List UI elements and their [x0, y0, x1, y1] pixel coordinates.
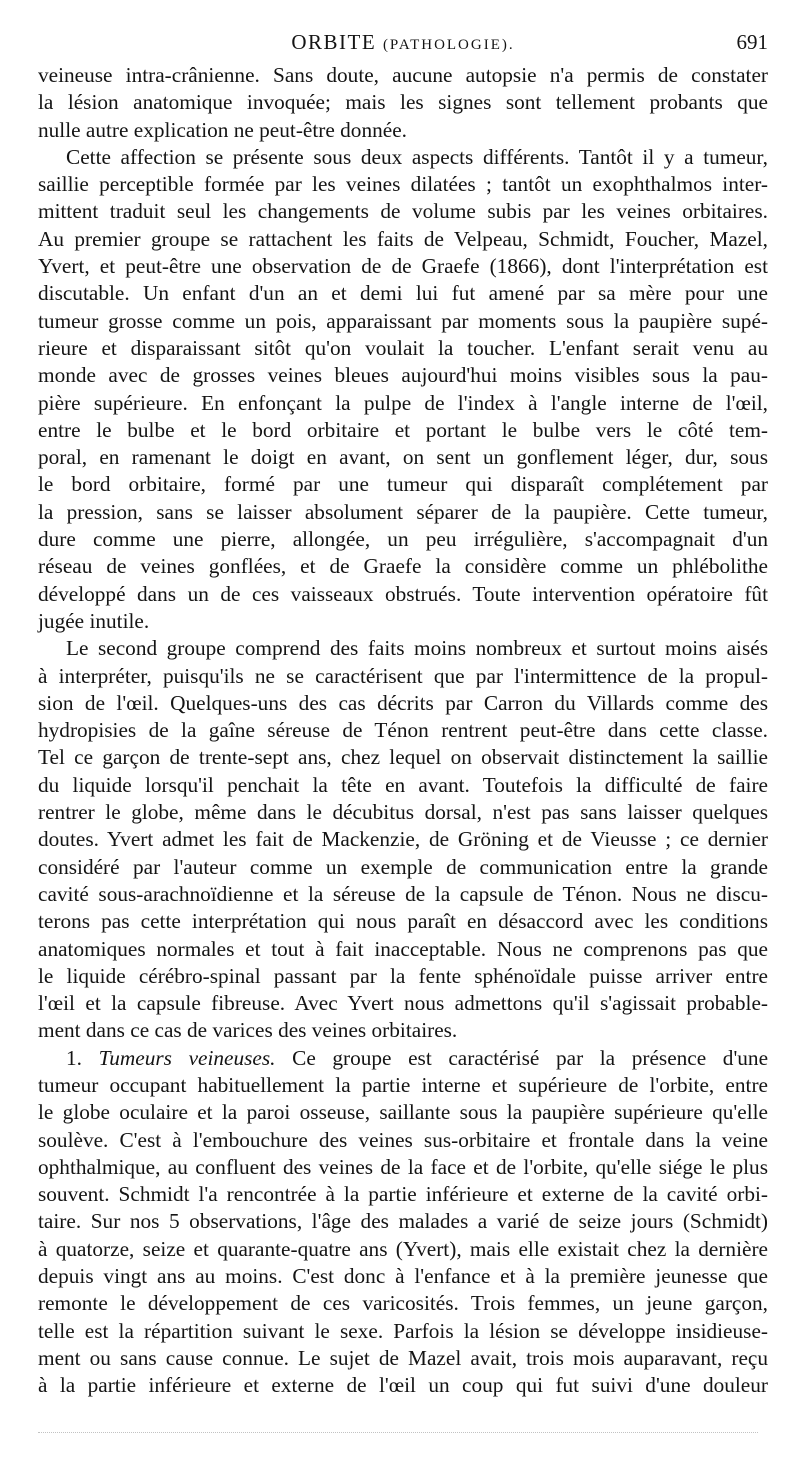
text-line: telle est la répartition suivant le sexe. Parfois la lésion se développe insidieuse-	[38, 1318, 768, 1343]
section-first-line	[66, 1045, 768, 1072]
text-line: souvent. Schmidt l'a rencontrée à la partie inférieure et externe de la cavité orbi-	[38, 1182, 768, 1207]
running-title-sub: (PATHOLOGIE).	[382, 37, 515, 53]
text-line: depuis vingt ans au moins. C'est donc à l'enfance et à la première jeunesse que	[38, 1264, 768, 1289]
text-line: remonte le développement de ces varicosités. Trois femmes, un jeune garçon,	[38, 1291, 768, 1316]
running-title-main: ORBITE	[291, 30, 377, 54]
text-line: discutable. Un enfant d'un an et demi lui fut amené par sa mère pour une	[38, 281, 768, 306]
text-line: poral, en ramenant le doigt en avant, on sent un gonflement léger, dur, sous	[38, 445, 768, 470]
text-line: doutes. Yvert admet les fait de Mackenzie, de Gröning et de Vieusse ; ce dernier	[38, 827, 768, 852]
text-line: le liquide cérébro-spinal passant par la fente sphénoïdale puisse arriver entre	[38, 963, 768, 988]
text-line: ment ou sans cause connue. Le sujet de Mazel avait, trois mois auparavant, reçu	[38, 1345, 768, 1370]
text-line: rentrer le globe, même dans le décubitus dorsal, n'est pas sans laisser quelques	[38, 800, 768, 825]
text-line: tumeur grosse comme un pois, apparaissant par moments sous la paupière supé-	[38, 308, 768, 333]
text-line: à la partie inférieure et externe de l'œil un coup qui fut suivi d'une douleur	[38, 1373, 768, 1398]
footer-divider	[38, 1432, 758, 1433]
section-title: Tumeurs veineuses.	[98, 1045, 276, 1070]
body-text	[38, 62, 768, 1400]
section-number: 1.	[66, 1045, 82, 1070]
paragraph-1	[38, 62, 768, 144]
page-number: 691	[736, 30, 768, 54]
text-line: la pression, sans se laisser absolument séparer de la paupière. Cette tumeur,	[38, 499, 768, 524]
text-line: mittent traduit seul les changements de volume subis par les veines orbitaires.	[38, 199, 768, 224]
text-line: considéré par l'auteur comme un exemple de communication entre la grande	[38, 854, 768, 879]
text-line: Tel ce garçon de trente-sept ans, chez lequel on observait distinctement la saillie	[38, 745, 768, 770]
text-line: dure comme une pierre, allongée, un peu irrégulière, s'accompagnait d'un	[38, 527, 768, 552]
paragraph-2	[38, 144, 768, 171]
text-line: soulève. C'est à l'embouchure des veines sus-orbitaire et frontale dans la veine	[38, 1127, 768, 1152]
text-line: la lésion anatomique invoquée; mais les signes sont tellement probants que	[38, 90, 768, 115]
text-line: à quatorze, seize et quarante-quatre ans (Yvert), mais elle existait chez la dernière	[38, 1236, 768, 1261]
text-line: Le second groupe comprend des faits moins nombreux et surtout moins aisés	[66, 636, 768, 661]
text-line: à interpréter, puisqu'ils ne se caractérisent que par l'intermittence de la propul-	[38, 663, 768, 688]
text-line: ment dans ce cas de varices des veines orbitaires.	[38, 1018, 458, 1043]
text-line: le globe oculaire et la paroi osseuse, saillante sous la paupière supérieure qu'elle	[38, 1100, 768, 1125]
paragraph-2-body	[38, 171, 768, 635]
text-line: pière supérieure. En enfonçant la pulpe de l'index à l'angle interne de l'œil,	[38, 390, 768, 415]
text-line: Cette affection se présente sous deux aspects différents. Tantôt il y a tumeur,	[66, 144, 768, 169]
text-line: veineuse intra-crânienne. Sans doute, aucune autopsie n'a permis de constater	[38, 63, 768, 87]
text-line: jugée inutile.	[38, 608, 150, 633]
section-first-line-text: Ce groupe est caractérisé par la présence d'une	[292, 1045, 769, 1070]
section-paragraph-body	[38, 1072, 768, 1400]
text-line: ophthalmique, au confluent des veines de la face et de l'orbite, qu'elle siége le plus	[38, 1154, 768, 1179]
text-line: taire. Sur nos 5 observations, l'âge des malades a varié de seize jours (Schmidt)	[38, 1209, 768, 1234]
text-line: du liquide lorsqu'il penchait la tête en avant. Toutefois la difficulté de faire	[38, 772, 768, 797]
running-title	[38, 30, 768, 55]
paragraph-3-body	[38, 663, 768, 1045]
text-line: tumeur occupant habituellement la partie interne et supérieure de l'orbite, entre	[38, 1072, 768, 1097]
text-line: Yvert, et peut-être une observation de de Graefe (1866), dont l'interprétation est	[38, 254, 768, 279]
text-line: rieure et disparaissant sitôt qu'on voulait la toucher. L'enfant serait venu au	[38, 335, 768, 360]
paragraph-3	[38, 635, 768, 662]
text-line: l'œil et la capsule fibreuse. Avec Yvert nous admettons qu'il s'agissait probable-	[38, 991, 768, 1016]
section-paragraph	[38, 1045, 768, 1072]
text-line: nulle autre explication ne peut-être donnée.	[38, 117, 407, 142]
text-line: monde avec de grosses veines bleues aujourd'hui moins visibles sous la pau-	[38, 363, 768, 388]
text-line: anatomiques normales et tout à fait inacceptable. Nous ne comprenons pas que	[38, 936, 768, 961]
text-line: entre le bulbe et le bord orbitaire et portant le bulbe vers le côté tem-	[38, 417, 768, 442]
text-line: sion de l'œil. Quelques-uns des cas décrits par Carron du Villards comme des	[38, 690, 768, 715]
text-line: hydropisies de la gaîne séreuse de Ténon rentrent peut-être dans cette classe.	[38, 718, 768, 743]
text-line: réseau de veines gonflées, et de Graefe la considère comme un phlébolithe	[38, 554, 768, 579]
text-line: terons pas cette interprétation qui nous paraît en désaccord avec les conditions	[38, 909, 768, 934]
text-line: Au premier groupe se rattachent les faits de Velpeau, Schmidt, Foucher, Mazel,	[38, 226, 768, 251]
text-line: développé dans un de ces vaisseaux obstrués. Toute intervention opératoire fût	[38, 581, 768, 606]
running-header	[38, 30, 768, 60]
text-line: cavité sous-arachnoïdienne et la séreuse de la capsule de Ténon. Nous ne discu-	[38, 881, 768, 906]
text-line: saillie perceptible formée par les veines dilatées ; tantôt un exophthalmos inter-	[38, 172, 768, 197]
text-line: le bord orbitaire, formé par une tumeur qui disparaît complétement par	[38, 472, 768, 497]
